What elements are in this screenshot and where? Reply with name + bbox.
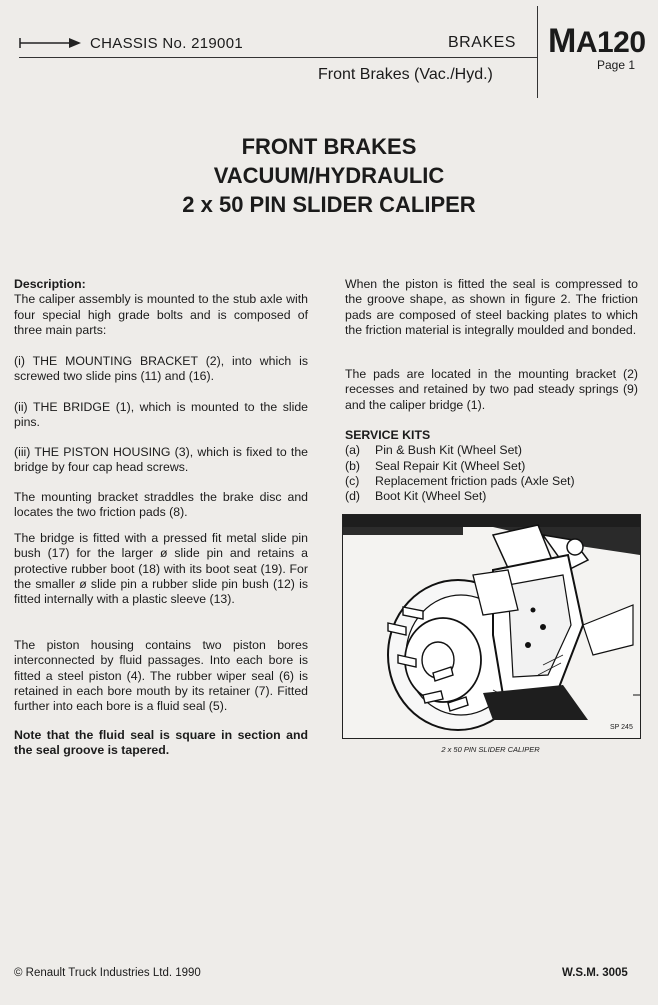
list-item: [345, 443, 638, 458]
service-kits: [345, 428, 638, 504]
header-divider: [537, 6, 538, 98]
note-fluid-seal: Note that the fluid seal is square in section and the seal groove is tapered.: [14, 728, 308, 758]
paragraph-pads: The pads are located in the mounting bracket (2) recesses and retained by two pad steady springs (9) and the caliper bridge (1).: [345, 367, 638, 412]
arrow-right-icon: [19, 36, 83, 50]
kit-text: Replacement friction pads (Axle Set): [375, 473, 575, 488]
kit-text: Seal Repair Kit (Wheel Set): [375, 458, 526, 473]
service-kits-heading: SERVICE KITS: [345, 428, 431, 442]
kit-label: (b): [345, 458, 361, 473]
paragraph-piston-bores: The piston housing contains two piston bores interconnected by fluid passages. Into each bore is fitted a steel piston (4). The rubber wiper seal (6) is retained in each bore mouth by its retainer (7). Fitted further into each bore is a fluid seal (5).: [14, 638, 308, 714]
figure-caption: 2 x 50 PIN SLIDER CALIPER: [441, 745, 540, 754]
description-heading: [14, 277, 308, 338]
subsection-title: Front Brakes (Vac./Hyd.): [318, 66, 493, 83]
caliper-drawing: [343, 515, 640, 738]
manual-reference: W.S.M. 3005: [562, 967, 628, 979]
section-title: BRAKES: [448, 34, 516, 51]
paragraph-bridge: (ii) THE BRIDGE (1), which is mounted to the slide pins.: [14, 400, 308, 430]
caliper-illustration: [342, 514, 641, 739]
list-item: [345, 474, 638, 489]
list-item: [345, 459, 638, 474]
document-number: [548, 22, 646, 61]
title-line-3: 2 x 50 PIN SLIDER CALIPER: [182, 192, 476, 217]
header-rule: [19, 57, 537, 58]
kit-label: (c): [345, 473, 360, 488]
paragraph-piston-seal: When the piston is fitted the seal is compressed to the groove shape, as shown in figure 2. The friction pads are composed of steel backing plates to which the friction material is integrally moulded and bonded.: [345, 277, 638, 337]
figure-code: SP 245: [610, 724, 633, 731]
page-number: Page 1: [597, 58, 636, 72]
paragraph-slide-pin-bush: The bridge is fitted with a pressed fit metal slide pin bush (17) for the larger ø slide pin and retains a protective rubber boot (18) with its boot seat (19). For the smaller ø slide pin a rubber slide pin bush (12) is fitted internally with a plastic sleeve (13).: [14, 531, 308, 607]
paragraph-piston-housing: (iii) THE PISTON HOUSING (3), which is fixed to the bridge by four cap head screws.: [14, 445, 308, 475]
paragraph-brake-disc: The mounting bracket straddles the brake disc and locates the two friction pads (8).: [14, 490, 308, 520]
kit-label: (d): [345, 489, 361, 504]
chassis-number: CHASSIS No. 219001: [90, 35, 243, 52]
list-item: [345, 489, 638, 504]
kit-text: Boot Kit (Wheel Set): [375, 489, 487, 504]
paragraph-mounting-bracket: (i) THE MOUNTING BRACKET (2), into which is screwed two slide pins (11) and (16).: [14, 354, 308, 384]
heading-description: Description:: [14, 277, 86, 291]
document-number-rest: A120: [575, 26, 646, 59]
title-line-2: VACUUM/HYDRAULIC: [213, 163, 445, 188]
kit-text: Pin & Bush Kit (Wheel Set): [375, 443, 522, 458]
paragraph: The caliper assembly is mounted to the stub axle with four special high grade bolts and is composed of three main parts:: [14, 292, 308, 337]
kit-label: (a): [345, 443, 361, 458]
page-title: [0, 132, 658, 219]
title-line-1: FRONT BRAKES: [241, 134, 417, 159]
copyright: © Renault Truck Industries Ltd. 1990: [14, 967, 201, 979]
document-number-prefix: M: [548, 22, 576, 60]
